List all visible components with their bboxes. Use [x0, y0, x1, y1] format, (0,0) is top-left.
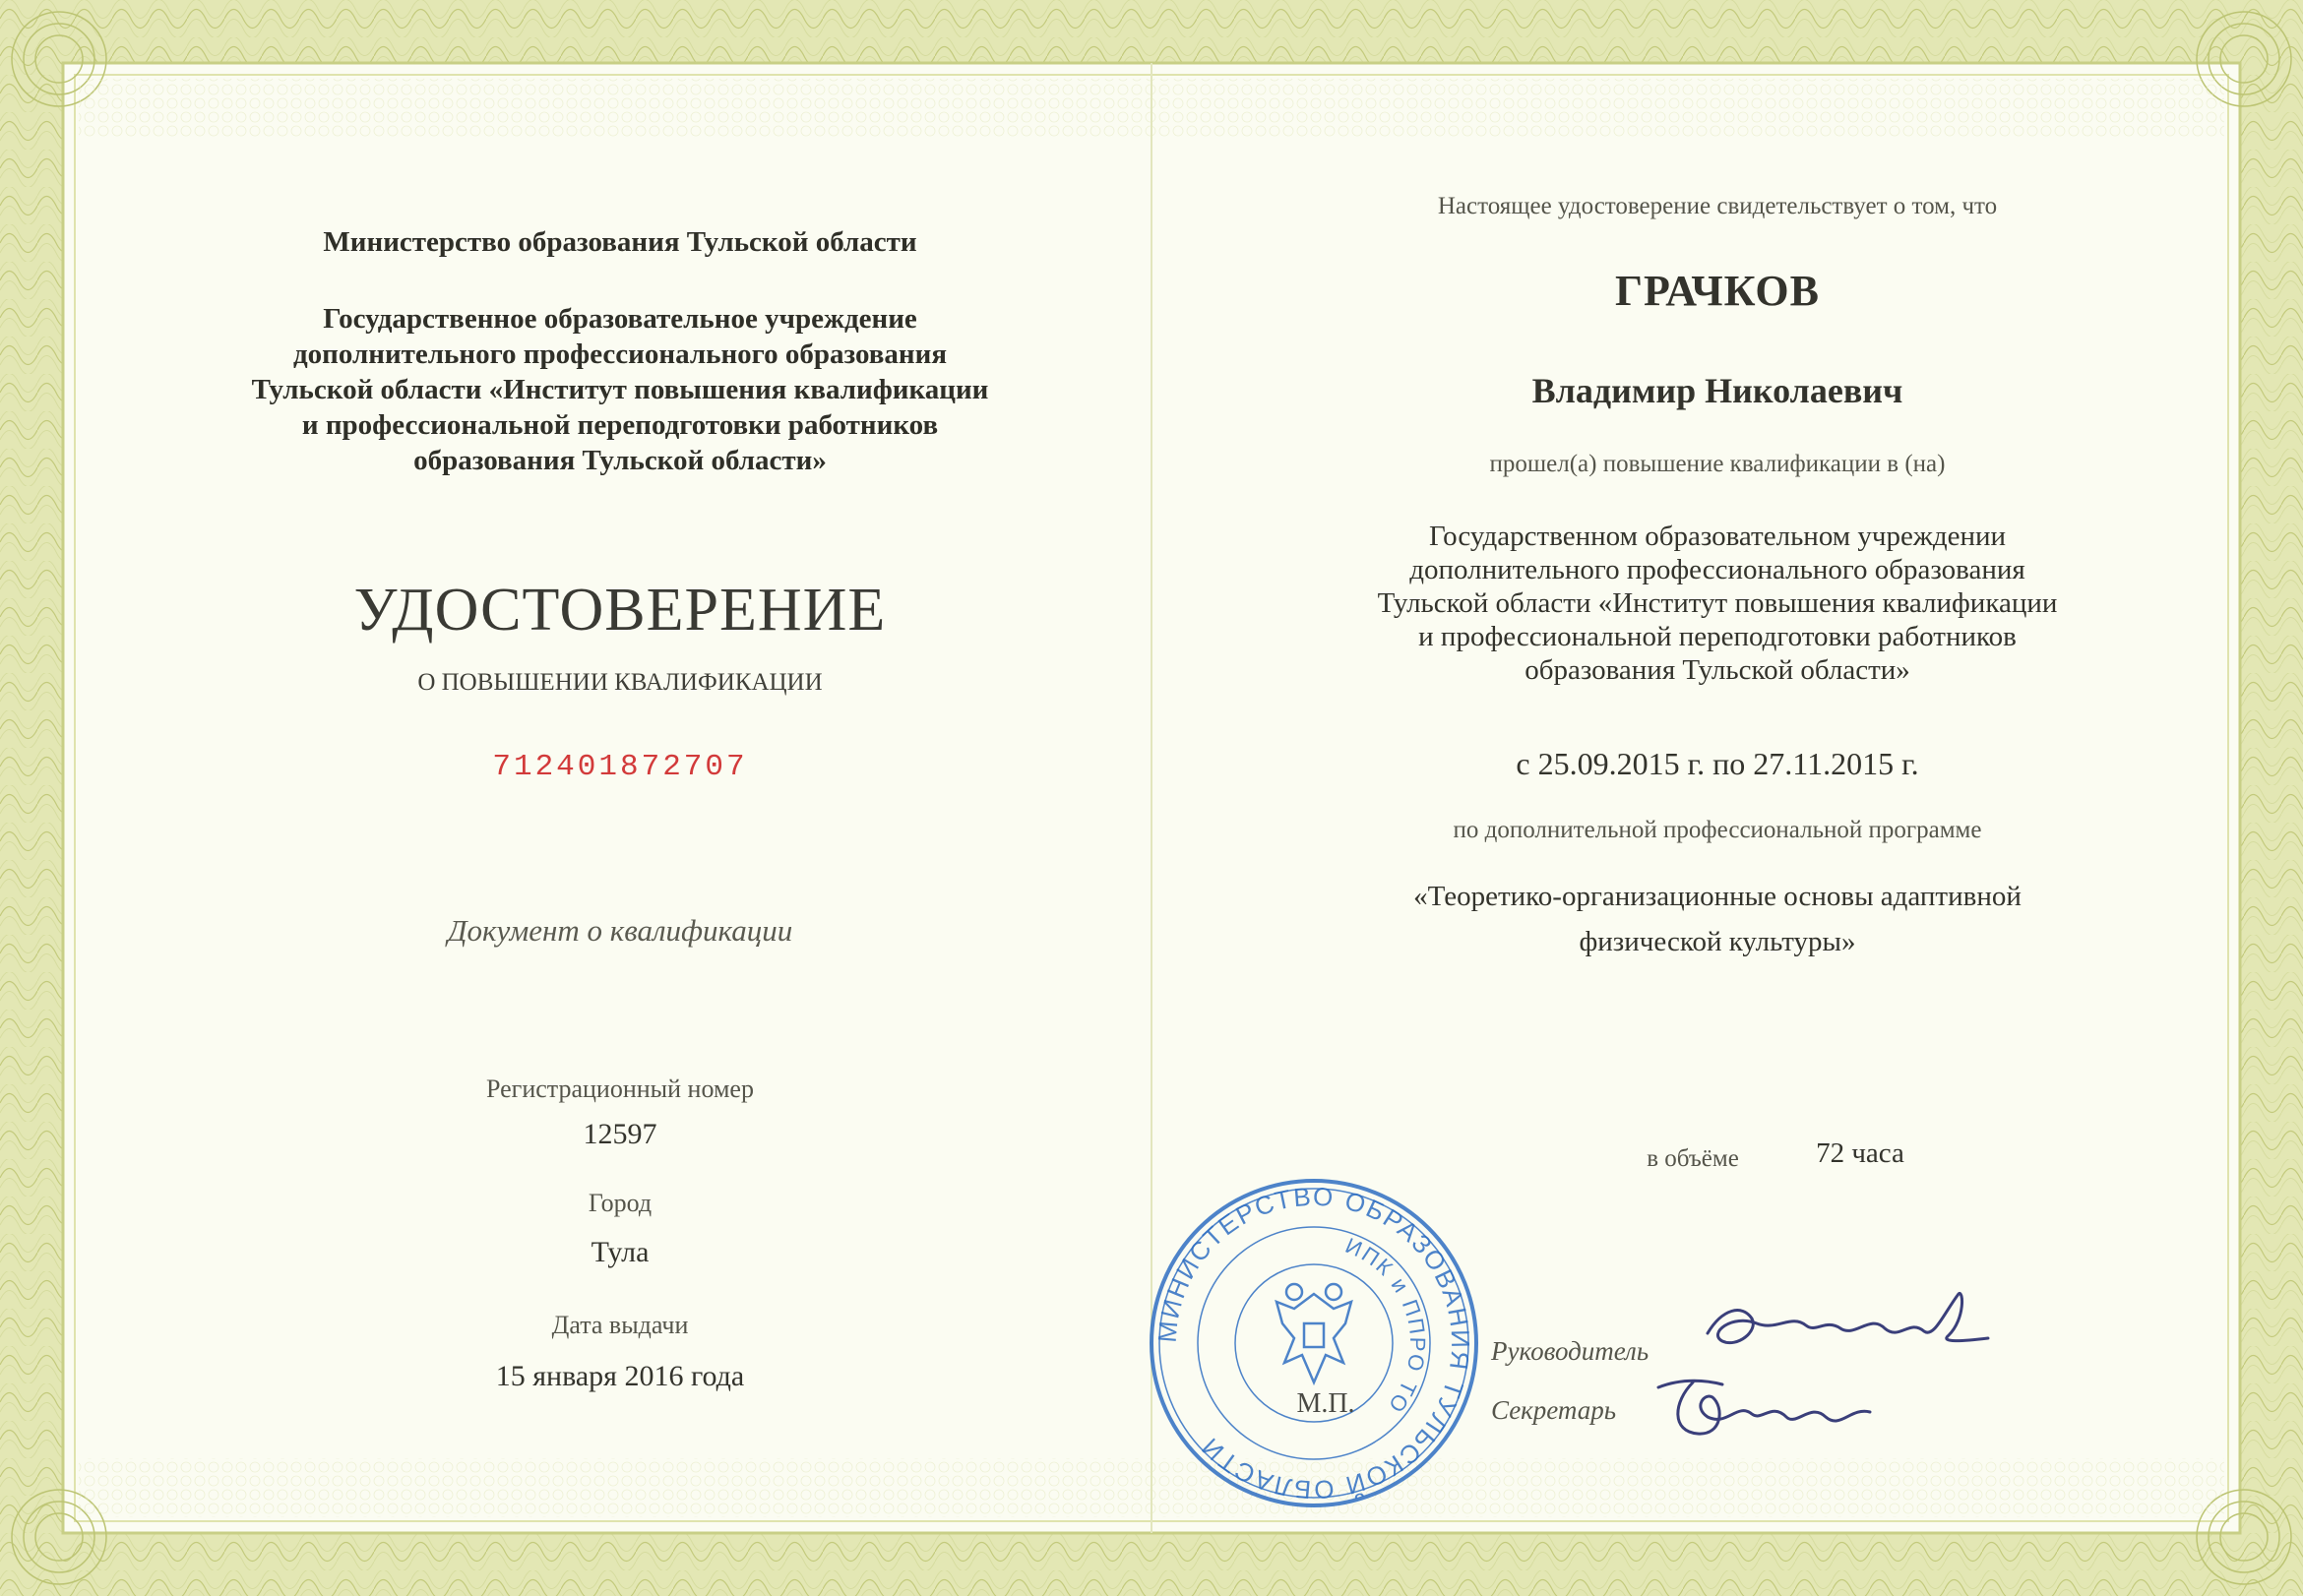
- svg-text:ИПК и ППРО ТО: [1341, 1233, 1430, 1419]
- document-title: УДОСТОВЕРЕНИЕ: [353, 577, 887, 644]
- institution-line: Тульской области «Институт повышения квалификации: [1377, 587, 2058, 619]
- city-value: Тула: [591, 1236, 650, 1268]
- secretary-label: Секретарь: [1491, 1395, 1617, 1425]
- registration-number: 12597: [583, 1118, 657, 1150]
- serial-number: 712401872707: [492, 750, 748, 784]
- institution-line: Государственное образовательное учреждение: [323, 303, 917, 335]
- director-signature: [1698, 1284, 1993, 1373]
- program-name-line: «Теоретико-организационные основы адаптивной: [1413, 881, 2022, 912]
- institution-line: образования Тульской области»: [413, 445, 827, 476]
- issue-date-value: 15 января 2016 года: [495, 1360, 745, 1392]
- seal-inner-text: ИПК и ППРО ТО: [1341, 1232, 1431, 1419]
- intro-text: Настоящее удостоверение свидетельствует о том, что: [1437, 193, 1998, 219]
- volume-label: в объёме: [1647, 1145, 1739, 1172]
- ministry-name: Министерство образования Тульской области: [323, 226, 917, 258]
- coat-of-arms-icon: [1276, 1284, 1351, 1382]
- institution-line: дополнительного профессионального образования: [1409, 554, 2025, 585]
- registration-label: Регистрационный номер: [486, 1074, 754, 1103]
- stamp-place-label: М.П.: [1296, 1388, 1355, 1419]
- volume-value: 72 часа: [1816, 1137, 1904, 1169]
- document-type: Документ о квалификации: [447, 913, 793, 948]
- training-period: с 25.09.2015 г. по 27.11.2015 г.: [1516, 746, 1919, 781]
- holder-given-names: Владимир Николаевич: [1531, 371, 1903, 410]
- institution-line: дополнительного профессионального образования: [292, 338, 948, 370]
- completed-text: прошел(а) повышение квалификации в (на): [1489, 451, 1946, 477]
- program-label: по дополнительной профессиональной программе: [1453, 817, 1982, 843]
- director-label: Руководитель: [1491, 1336, 1649, 1366]
- holder-surname: ГРАЧКОВ: [1614, 267, 1820, 315]
- document-subtitle: О ПОВЫШЕНИИ КВАЛИФИКАЦИИ: [417, 669, 823, 696]
- institution-line: образования Тульской области»: [1525, 654, 1910, 686]
- seal-outer-text: МИНИСТЕРСТВО ОБРАЗОВАНИЯ ТУЛЬСКОЙ ОБЛАСТИ: [1152, 1181, 1476, 1505]
- issue-date-label: Дата выдачи: [551, 1311, 689, 1339]
- secretary-signature: [1653, 1363, 1880, 1451]
- official-seal: [1147, 1176, 1481, 1510]
- institution-line: Тульской области «Институт повышения квалификации: [251, 374, 989, 405]
- institution-line: и профессиональной переподготовки работников: [301, 409, 939, 441]
- institution-line: Государственном образовательном учреждении: [1428, 521, 2007, 552]
- institution-line: и профессиональной переподготовки работников: [1418, 621, 2017, 652]
- program-name-line: физической культуры»: [1579, 926, 1856, 957]
- city-label: Город: [588, 1189, 653, 1217]
